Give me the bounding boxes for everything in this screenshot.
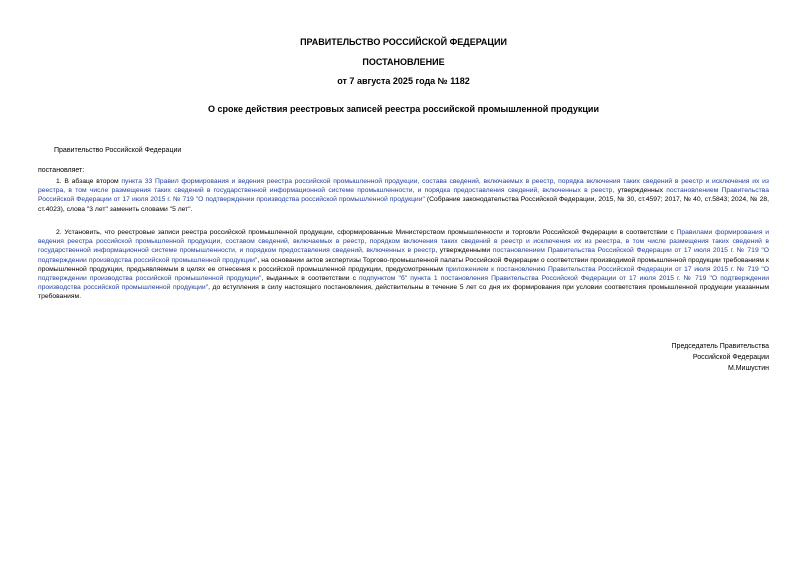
p1-link-decree-719[interactable]: постановлением Правительства Российской Федерации от 17 июля 2015 г. № 719 "О подтверждении производства российской промышленной продукции" bbox=[38, 187, 769, 204]
p2-link-decree-719[interactable]: постановлением Правительства Российской Федерации от 17 июля 2015 г. № 719 "О подтверждении производства российской промышленной продукции" bbox=[38, 247, 769, 264]
decrees-text: постановляет: bbox=[38, 167, 85, 174]
paragraph-1 bbox=[38, 177, 769, 214]
date-number-heading: от 7 августа 2025 года № 1182 bbox=[337, 76, 470, 86]
p2-text-1: , утвержденными bbox=[435, 247, 493, 255]
p2-text-3: , выданных в соответствии с bbox=[261, 275, 360, 283]
p2-text-4: , до вступления в силу настоящего постановления, действительны в течение 5 лет со дня их формирования при условии соответствия промышленной продукции указанным требованиям. bbox=[38, 284, 770, 301]
p2-link-rules[interactable]: Правилами формирования и ведения реестра российской промышленной продукции, составом сведений, включаемых в реестр, порядком включения таких сведений в реестр и исключения их из реестра, в том числе размещения таких сведений в государственной информационной системе промышленности, и порядком предоставления сведений, включенных в реестр bbox=[38, 229, 770, 255]
signature-position-line1: Председатель Правительства bbox=[671, 343, 769, 350]
p1-link-punkt-33[interactable]: пункта 33 bbox=[121, 178, 153, 185]
p2-text-0: 2. Установить, что реестровые записи реестра российской промышленной продукции, сформированные Министерством промышленности и торговли Российской Федерации в соответствии с bbox=[56, 229, 677, 236]
p1-text-2: утвержденных bbox=[614, 187, 667, 195]
document-type-heading: ПОСТАНОВЛЕНИЕ bbox=[362, 57, 445, 67]
p2-link-annex[interactable]: приложением к постановлению Правительства Российской Федерации от 17 июля 2015 г. № 719 "О подтверждении производства российской промышленной продукции" bbox=[38, 265, 769, 283]
p2-text-2: , на основании актов экспертизы Торгово-промышленной палаты Российской Федерации о соответствии производимой промышленной продукции требованиям к промышленной продукции, предъявляемым в целях ее отнесения к российской промышленной продукции, предусмотренным bbox=[38, 256, 769, 273]
issuer-text: Правительство Российской Федерации bbox=[54, 147, 182, 154]
p1-text-0: 1. В абзаце втором bbox=[56, 178, 122, 185]
paragraph-2 bbox=[38, 228, 769, 302]
signature-name: М.Мишустин bbox=[727, 365, 769, 372]
p1-text-3: (Собрание законодательства Российской Федерации, 2015, № 30, ст.4597; 2017, № 40, ст.5843; 2024, № 28, ст.4023), слова "3 лет" заменить словами "5 лет". bbox=[38, 196, 769, 213]
government-heading: ПРАВИТЕЛЬСТВО РОССИЙСКОЙ ФЕДЕРАЦИИ bbox=[300, 37, 507, 47]
document-title: О сроке действия реестровых записей реестра российской промышленной продукции bbox=[208, 104, 599, 114]
p2-link-subpoint-b[interactable]: подпунктом "б" пункта 1 постановления Правительства Российской Федерации от 17 июля 2015 г. № 719 "О подтверждении производства российской промышленной продукции" bbox=[38, 275, 769, 292]
signature-position-line2: Российской Федерации bbox=[692, 354, 769, 361]
p1-link-rules[interactable]: Правил формирования и ведения реестра российской промышленной продукции, состава сведений, включаемых в реестр, порядка включения таких сведений в реестр и исключения их из реестра, в том числе размещения таких сведений в государственной информационной системе промышленности, и порядка предоставления сведений, включенных в реестр, bbox=[38, 178, 769, 195]
